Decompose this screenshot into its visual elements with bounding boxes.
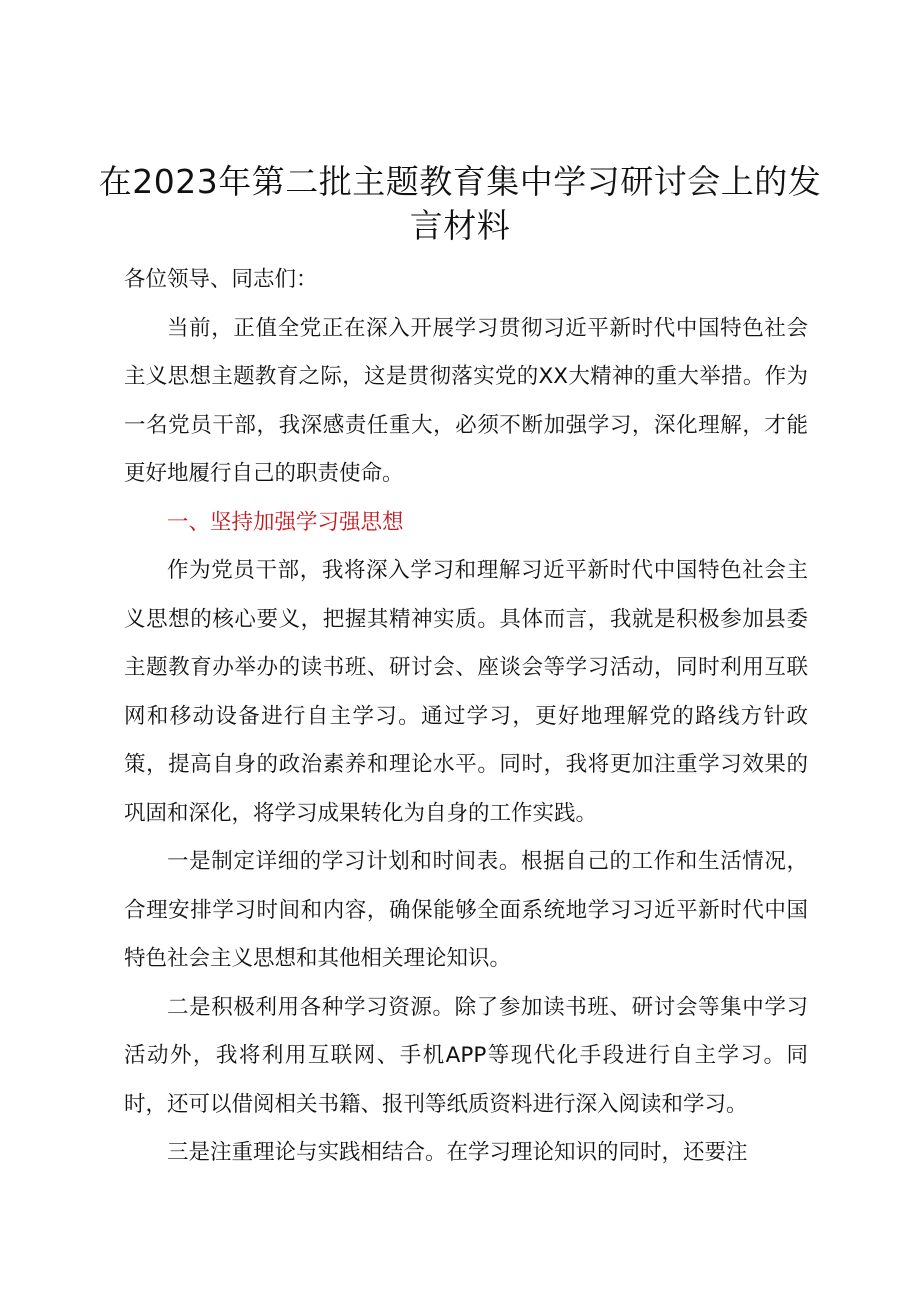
paragraph-section-1: 作为党员干部，我将深入学习和理解习近平新时代中国特色社会主义思想的核心要义，把握其精神实质。具体而言，我就是积极参加县委主题教育办举办的读书班、研讨会、座谈会等学习活动，同时利用互联网和移动设备进行自主学习。通过学习，更好地理解党的路线方针政策，提高自身的政治素养和理论水平。同时，我将更加注重学习效果的巩固和深化，将学习成果转化为自身的工作实践。 [124,558,808,826]
paragraph-intro: 当前，正值全党正在深入开展学习贯彻习近平新时代中国特色社会主义思想主题教育之际，这是贯彻落实党的XX大精神的重大举措。作为一名党员干部，我深感责任重大，必须不断加强学习，深化理解，才能更好地履行自己的职责使命。 [124,315,808,486]
paragraph-point-1: 一是制定详细的学习计划和时间表。根据自己的工作和生活情况，合理安排学习时间和内容，确保能够全面系统地学习习近平新时代中国特色社会主义思想和其他相关理论知识。 [124,849,808,971]
paragraph-point-3: 三是注重理论与实践相结合。在学习理论知识的同时，还要注 [167,1140,748,1165]
paragraph-point-2: 二是积极利用各种学习资源。除了参加读书班、研讨会等集中学习活动外，我将利用互联网、手机APP等现代化手段进行自主学习。同时，还可以借阅相关书籍、报刊等纸质资料进行深入阅读和学习。 [124,994,808,1117]
document-title: 在2023年第二批主题教育集中学习研讨会上的发言材料 [98,162,822,245]
document-body [124,256,808,1178]
salutation: 各位领导、同志们： [124,267,318,292]
section-heading-1: 一、坚持加强学习强思想 [167,509,404,535]
